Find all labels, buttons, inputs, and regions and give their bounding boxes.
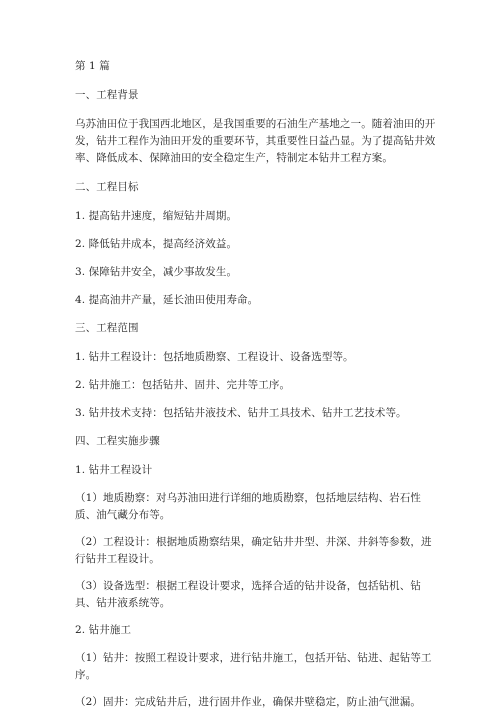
heading-scope: 三、工程范围 [75, 322, 139, 334]
scope-item: 2. 钻井施工：包括钻井、固井、完井等工序。 [75, 379, 291, 391]
goal-item: 2. 降低钻井成本，提高经济效益。 [75, 238, 238, 250]
step2-title: 2. 钻井施工 [75, 624, 132, 636]
heading-background: 一、工程背景 [75, 89, 139, 101]
goal-item: 1. 提高钻井速度，缩短钻井周期。 [75, 210, 238, 222]
step1-title: 1. 钻井工程设计 [75, 464, 153, 476]
scope-item: 3. 钻井技术支持：包括钻井液技术、钻井工具技术、钻井工艺技术等。 [75, 407, 407, 419]
goal-item: 4. 提高油井产量，延长油田使用寿命。 [75, 294, 259, 306]
step2-item: （2）固井：完成钻井后，进行固井作业，确保井壁稳定，防止油气泄漏。 [75, 696, 421, 708]
step1-item: （2）工程设计：根据地质勘察结果，确定钻井井型、井深、井斜等参数，进行钻井工程设计。 [75, 536, 432, 565]
heading-goals: 二、工程目标 [75, 181, 139, 193]
step1-item: （1）地质勘察：对乌苏油田进行详细的地质勘察，包括地层结构、岩石性质、油气藏分布等。 [75, 492, 421, 521]
paragraph-background: 乌苏油田位于我国西北地区，是我国重要的石油生产基地之一。随着油田的开发，钻井工程作为油田开发的重要环节，其重要性日益凸显。为了提高钻井效率、降低成本、保障油田的安全稳定生产，特制定本钻井工程方案。 [75, 118, 436, 164]
step2-item: （1）钻井：按照工程设计要求，进行钻井施工，包括开钻、钻进、起钻等工序。 [75, 652, 432, 681]
scope-item: 1. 钻井工程设计：包括地质勘察、工程设计、设备选型等。 [75, 351, 354, 363]
goal-item: 3. 保障钻井安全，减少事故发生。 [75, 266, 238, 278]
step1-item: （3）设备选型：根据工程设计要求，选择合适的钻井设备，包括钻机、钻具、钻井液系统等。 [75, 580, 421, 609]
section-label: 第 1 篇 [75, 60, 110, 72]
heading-steps: 四、工程实施步骤 [75, 435, 160, 447]
